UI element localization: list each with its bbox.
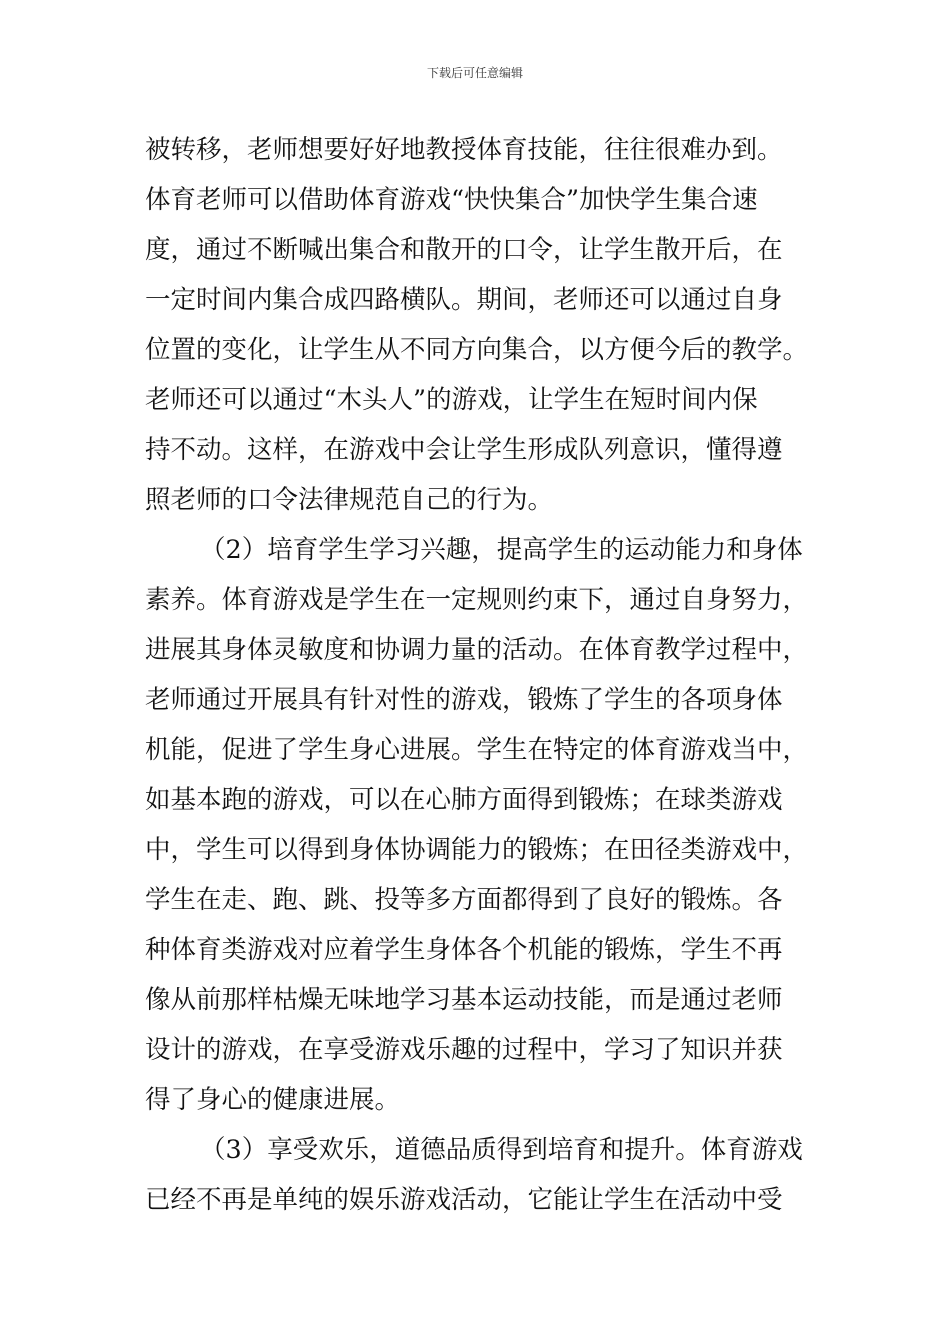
text-line: 被转移，老师想要好好地教授体育技能，往往很难办到。 bbox=[145, 135, 783, 165]
text-line: 设计的游戏，在享受游戏乐趣的过程中，学习了知识并获 bbox=[145, 1035, 783, 1065]
text-line: 进展其身体灵敏度和协调力量的活动。在体育教学过程中， bbox=[145, 635, 809, 665]
text-line: 种体育类游戏对应着学生身体各个机能的锻炼，学生不再 bbox=[145, 935, 783, 965]
text-line: 中，学生可以得到身体协调能力的锻炼；在田径类游戏中， bbox=[145, 835, 809, 865]
page-header: 下载后可任意编辑 bbox=[426, 66, 523, 80]
text-line: 体育老师可以借助体育游戏“快快集合”加快学生集合速 bbox=[145, 185, 758, 215]
text-line: 像从前那样枯燥无味地学习基本运动技能，而是通过老师 bbox=[145, 985, 783, 1015]
text-line: 已经不再是单纯的娱乐游戏活动，它能让学生在活动中受 bbox=[145, 1185, 783, 1215]
text-line: 一定时间内集合成四路横队。期间，老师还可以通过自身 bbox=[145, 285, 783, 315]
text-line: 素养。体育游戏是学生在一定规则约束下，通过自身努力， bbox=[145, 585, 809, 615]
text-line: 得了身心的健康进展。 bbox=[145, 1085, 401, 1115]
text-line: 持不动。这样，在游戏中会让学生形成队列意识，懂得遵 bbox=[145, 435, 783, 465]
text-line: 位置的变化，让学生从不同方向集合，以方便今后的教学。 bbox=[145, 335, 809, 365]
text-line: 照老师的口令法律规范自己的行为。 bbox=[145, 485, 554, 515]
text-line: 老师还可以通过“木头人”的游戏，让学生在短时间内保 bbox=[145, 385, 758, 415]
paragraph-start-line: （2）培育学生学习兴趣，提高学生的运动能力和身体 bbox=[200, 535, 803, 565]
document-body bbox=[145, 125, 809, 1225]
text-line: 如基本跑的游戏，可以在心肺方面得到锻炼；在球类游戏 bbox=[145, 785, 783, 815]
text-line: 机能，促进了学生身心进展。学生在特定的体育游戏当中， bbox=[145, 735, 809, 765]
text-line: 学生在走、跑、跳、投等多方面都得到了良好的锻炼。各 bbox=[145, 885, 783, 915]
text-line: 度，通过不断喊出集合和散开的口令，让学生散开后，在 bbox=[145, 235, 783, 265]
paragraph-start-line: （3）享受欢乐，道德品质得到培育和提升。体育游戏 bbox=[200, 1135, 803, 1165]
text-line: 老师通过开展具有针对性的游戏，锻炼了学生的各项身体 bbox=[145, 685, 783, 715]
